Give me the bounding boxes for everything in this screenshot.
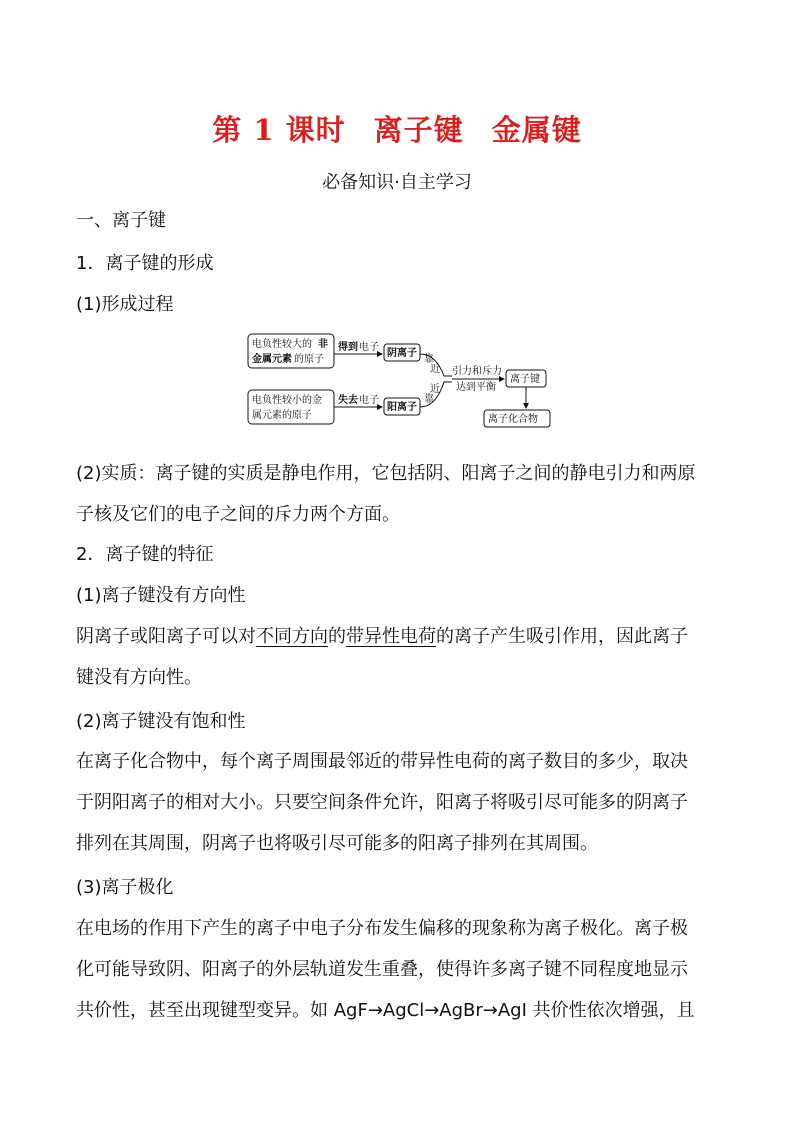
heading-no-saturation: (2)离子键没有饱和性 [76,711,246,732]
nonmetal-box-line2b: 的原子 [294,354,324,365]
title-topic-metallic-bond: 金属键 [491,113,582,147]
no-saturation-line-2: 于阴阳离子的相对大小。只要空间条件允许，阳离子将吸引尽可能多的阴离子 [76,792,688,813]
approach-top-1: 靠 [424,354,434,365]
gain-label-a: 得到 [338,342,358,353]
force-line2: 达到平衡 [456,382,496,393]
approach-top-2: 近 [430,364,440,375]
ionic-compound-label: 离子化合物 [488,414,538,425]
underlined-opposite-charge: 带异性电荷 [346,626,436,647]
heading-features: 2．离子键的特征 [76,544,214,565]
lose-label-a: 失去 [338,395,358,406]
nonmetal-box-line1b: 非 [318,339,328,350]
ionic-bond-formation-diagram [246,332,556,432]
polarization-line-3: 共价性，甚至出现键型变异。如 AgF→AgCl→AgBr→AgI 共价性依次增强，且 [76,1000,695,1021]
gain-label-b: 电子 [359,342,379,353]
no-saturation-line-1: 在离子化合物中，每个离子周围最邻近的带异性电荷的离子数目的多少，取决 [76,751,688,772]
no-direction-text-c: 的离子产生吸引作用，因此离子 [436,626,688,647]
no-direction-line-1 [76,616,724,657]
section-subtitle: 必备知识·自主学习 [322,172,472,193]
cation-label: 阳离子 [387,402,417,413]
no-direction-text-a: 阴离子或阳离子可以对 [76,626,256,647]
force-line1: 引力和斥力 [452,366,502,377]
heading-no-direction: (1)离子键没有方向性 [76,585,246,606]
no-saturation-line-3: 排列在其周围，阴离子也将吸引尽可能多的阳离子排列在其周围。 [76,833,598,854]
heading-formation: 1．离子键的形成 [76,253,214,274]
heading-formation-process: (1)形成过程 [76,294,174,315]
essence-line-2: 子核及它们的电子之间的斥力两个方面。 [76,504,400,525]
lesson-title [0,108,794,149]
heading-ionic-bond: 一、离子键 [76,210,166,231]
nonmetal-box-line2a: 金属元素 [252,354,292,365]
no-saturation-paragraph [76,741,724,864]
essence-line-1: (2)实质：离子键的实质是静电作用，它包括阴、阳离子之间的静电引力和两原 [76,463,696,484]
underlined-different-directions: 不同方向 [256,626,328,647]
polarization-line-2: 化可能导致阴、阳离子的外层轨道发生重叠，使得许多离子键不同程度地显示 [76,959,688,980]
no-direction-paragraph [76,616,724,698]
metal-box-line1: 电负性较小的金 [252,395,322,406]
title-topic-ionic-bond: 离子键 [373,113,464,147]
nonmetal-box-line1a: 电负性较大的 [252,339,312,350]
approach-bot-2: 靠 [424,394,434,405]
essence-paragraph [76,453,724,535]
heading-polarization: (3)离子极化 [76,877,174,898]
polarization-paragraph [76,908,724,1031]
anion-label: 阴离子 [387,348,417,359]
polarization-line-1: 在电场的作用下产生的离子中电子分布发生偏移的现象称为离子极化。离子极 [76,918,688,939]
no-direction-text-b: 的 [328,626,346,647]
ionic-bond-label: 离子键 [510,374,540,385]
title-lesson-number: 第 1 课时 [212,113,346,147]
no-direction-line-2: 键没有方向性。 [76,667,202,688]
lose-label-b: 电子 [359,395,379,406]
approach-bot-1: 近 [430,384,440,395]
metal-box-line2: 属元素的原子 [252,410,312,421]
